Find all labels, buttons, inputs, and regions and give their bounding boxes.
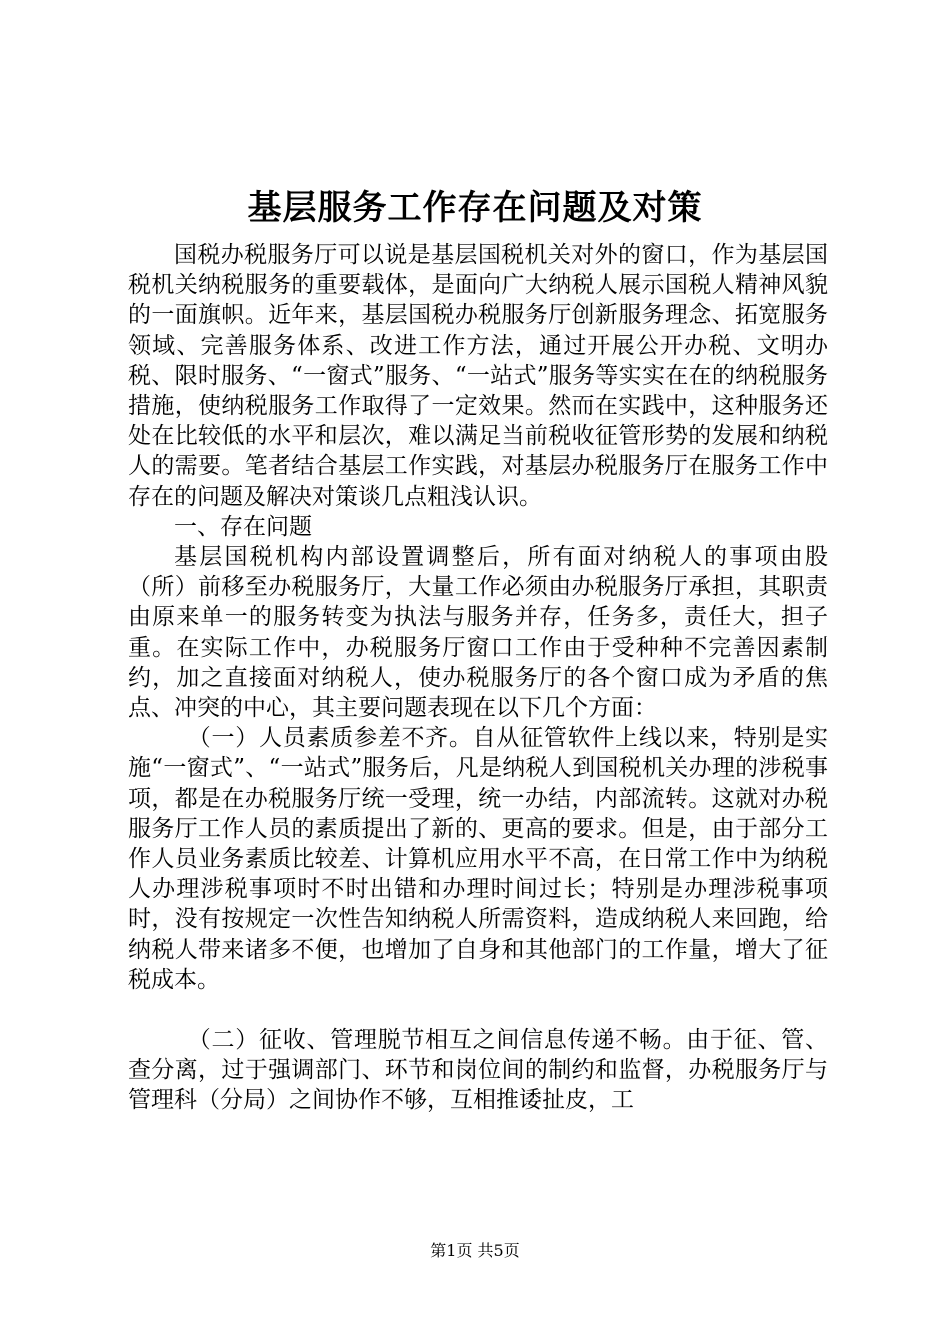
section-heading: 一、存在问题 bbox=[174, 513, 312, 540]
paragraph-point-2: （二）征收、管理脱节相互之间信息传递不畅。由于征、管、查分离，过于强调部门、环节和岗位间的制约和监督，办税服务厅与管理科（分局）之间协作不够，互相推诿扯皮，工 bbox=[128, 1027, 828, 1114]
paragraph-gap bbox=[128, 995, 828, 1025]
document-body bbox=[128, 240, 828, 1116]
paragraph-intro: 国税办税服务厅可以说是基层国税机关对外的窗口，作为基层国税机关纳税服务的重要载体，是面向广大纳税人展示国税人精神风貌的一面旗帜。近年来，基层国税办税服务厅创新服务理念、拓宽服务领域、完善服务体系、改进工作方法，通过开展公开办税、文明办税、限时服务、“一窗式”服务、“一站式”服务等实实在在的纳税服务措施，使纳税服务工作取得了一定效果。然而在实践中，这种服务还处在比较低的水平和层次，难以满足当前税收征管形势的发展和纳税人的需要。笔者结合基层工作实践，对基层办税服务厅在服务工作中存在的问题及解决对策谈几点粗浅认识。 bbox=[128, 242, 828, 510]
paragraph-problems: 基层国税机构内部设置调整后，所有面对纳税人的事项由股（所）前移至办税服务厅，大量工作必须由办税服务厅承担，其职责由原来单一的服务转变为执法与服务并存，任务多，责任大，担子重。在实际工作中，办税服务厅窗口工作由于受种种不完善因素制约，加之直接面对纳税人，使办税服务厅的各个窗口成为矛盾的焦点、冲突的中心，其主要问题表现在以下几个方面： bbox=[128, 544, 828, 722]
paragraph-point-1: （一）人员素质参差不齐。自从征管软件上线以来，特别是实施“一窗式”、“一站式”服务后，凡是纳税人到国税机关办理的涉税事项，都是在办税服务厅统一受理，统一办结，内部流转。这就对办税服务厅工作人员的素质提出了新的、更高的要求。但是，由于部分工作人员业务素质比较差、计算机应用水平不高，在日常工作中为纳税人办理涉税事项时不时出错和办理时间过长；特别是办理涉税事项时，没有按规定一次性告知纳税人所需资料，造成纳税人来回跑，给纳税人带来诸多不便，也增加了自身和其他部门的工作量，增大了征税成本。 bbox=[128, 725, 828, 993]
page-footer: 第1页 共5页 bbox=[430, 1241, 520, 1260]
document-title: 基层服务工作存在问题及对策 bbox=[247, 188, 703, 228]
